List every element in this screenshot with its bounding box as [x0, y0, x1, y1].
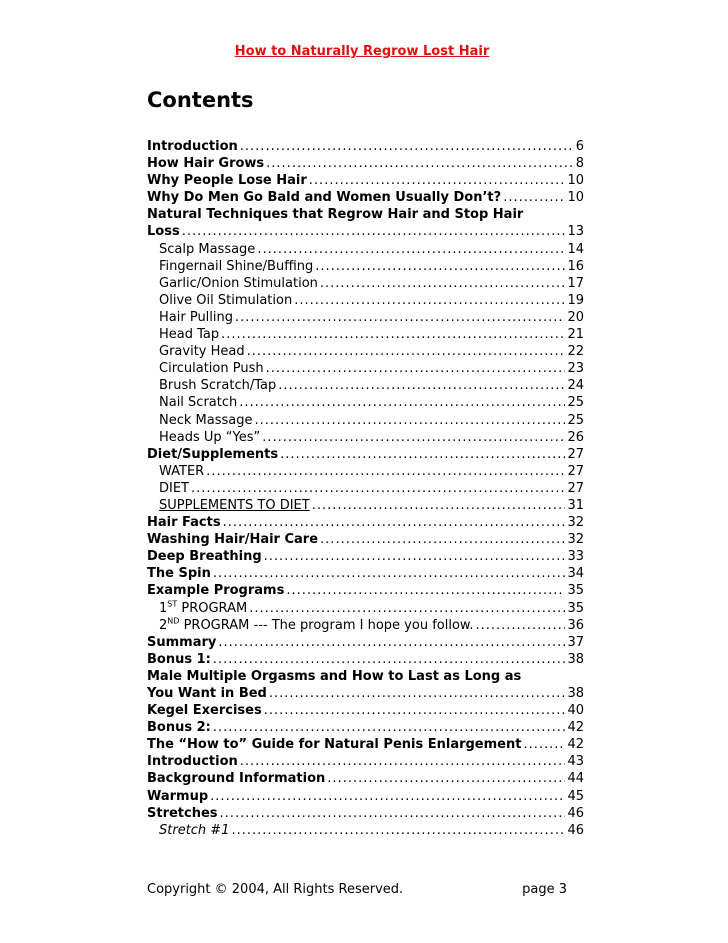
toc-entry-title: Head Tap: [159, 327, 220, 343]
toc-entry[interactable]: [147, 497, 584, 514]
toc-entry-title: Introduction: [147, 754, 238, 770]
toc-entry[interactable]: [147, 172, 584, 189]
toc-entry-title: You Want in Bed: [147, 686, 267, 701]
toc-entry-page: 27: [567, 480, 584, 496]
copyright-notice: Copyright © 2004, All Rights Reserved.: [147, 882, 404, 897]
toc-entry-title: Diet/Supplements: [147, 446, 279, 462]
toc-entry-title: Why Do Men Go Bald and Women Usually Don’t?: [147, 190, 502, 206]
toc-entry-page: 25: [567, 412, 584, 428]
toc-leader-dots: [218, 634, 565, 651]
toc-leader-dots: [235, 309, 565, 326]
toc-entry[interactable]: [147, 223, 584, 240]
toc-leader-dots: [239, 394, 565, 411]
toc-entry[interactable]: [147, 531, 584, 548]
toc-entry-title: Bonus 1:: [147, 651, 211, 667]
toc-entry-page: 21: [567, 327, 584, 343]
toc-entry[interactable]: [147, 600, 584, 617]
table-of-contents: [147, 138, 584, 839]
toc-entry-page: 6: [575, 139, 584, 154]
toc-leader-dots: [309, 172, 566, 189]
toc-entry-title: Hair Pulling: [159, 309, 234, 325]
toc-entry[interactable]: [147, 155, 584, 172]
toc-leader-dots: [247, 343, 566, 360]
toc-entry-page: 42: [567, 737, 584, 753]
toc-entry[interactable]: [147, 241, 584, 258]
toc-entry-title: The “How to” Guide for Natural Penis Enlargement: [147, 737, 522, 753]
toc-leader-dots: [254, 412, 565, 429]
toc-entry-title: Male Multiple Orgasms and How to Last as Long as: [147, 668, 522, 684]
toc-entry-title: Scalp Massage: [159, 241, 256, 257]
toc-entry-page: 27: [567, 446, 584, 462]
toc-entry[interactable]: [147, 412, 584, 429]
toc-entry-title: Loss: [147, 224, 180, 240]
toc-entry-title: Kegel Exercises: [147, 703, 262, 719]
toc-entry-title: Heads Up “Yes”: [159, 429, 261, 445]
toc-entry-page: 42: [567, 720, 584, 736]
toc-entry-title: 1ST PROGRAM: [159, 599, 248, 616]
toc-entry-title: Gravity Head: [159, 344, 245, 360]
toc-entry[interactable]: [147, 685, 584, 702]
toc-entry-page: 8: [575, 156, 584, 172]
toc-entry-page: 19: [567, 292, 584, 308]
toc-entry[interactable]: [147, 668, 584, 685]
toc-leader-dots: [240, 753, 566, 770]
toc-entry-page: 31: [567, 497, 584, 513]
toc-entry[interactable]: [147, 634, 584, 651]
toc-leader-dots: [213, 719, 566, 736]
toc-entry[interactable]: [147, 582, 584, 599]
toc-entry-page: 13: [567, 224, 584, 240]
toc-entry-page: 33: [567, 549, 584, 565]
toc-entry[interactable]: [147, 377, 584, 394]
toc-entry-page: 27: [567, 463, 584, 479]
toc-entry-title: WATER: [159, 463, 205, 479]
toc-entry-title: Garlic/Onion Stimulation: [159, 275, 318, 291]
toc-entry-page: 35: [567, 600, 584, 616]
toc-entry-page: 37: [567, 634, 584, 650]
toc-entry[interactable]: [147, 805, 584, 822]
toc-entry-page: 38: [567, 686, 584, 701]
toc-entry[interactable]: [147, 463, 584, 480]
toc-entry[interactable]: [147, 617, 584, 634]
toc-entry[interactable]: [147, 702, 584, 719]
toc-entry[interactable]: [147, 275, 584, 292]
toc-leader-dots: [220, 805, 566, 822]
toc-entry-title: How Hair Grows: [147, 156, 265, 172]
toc-leader-dots: [223, 514, 566, 531]
toc-entry-page: 25: [567, 395, 584, 411]
toc-entry-page: 14: [567, 241, 584, 257]
toc-entry-page: 43: [567, 754, 584, 770]
toc-entry-title: SUPPLEMENTS TO DIET: [159, 497, 310, 513]
toc-leader-dots: [266, 155, 574, 172]
toc-leader-dots: [264, 548, 566, 565]
toc-entry[interactable]: [147, 258, 584, 275]
toc-entry-page: 16: [567, 258, 584, 274]
toc-entry-page: 10: [567, 173, 584, 189]
toc-entry-page: 46: [567, 822, 584, 838]
toc-entry-title: Natural Techniques that Regrow Hair and Stop Hair: [147, 207, 524, 223]
toc-leader-dots: [182, 223, 566, 240]
toc-leader-dots: [294, 292, 565, 309]
toc-entry-page: 36: [567, 617, 584, 633]
toc-entry-title: Summary: [147, 634, 217, 650]
toc-entry-title: The Spin: [147, 566, 211, 582]
toc-entry-page: 38: [567, 651, 584, 667]
toc-leader-dots: [503, 189, 565, 206]
toc-entry-title: Fingernail Shine/Buffing: [159, 258, 314, 274]
toc-entry-page: 45: [567, 788, 584, 804]
toc-entry-page: 32: [567, 515, 584, 531]
toc-entry[interactable]: [147, 770, 584, 787]
toc-entry-title: Stretches: [147, 805, 218, 821]
toc-entry-title: Why People Lose Hair: [147, 173, 307, 189]
toc-entry-page: 46: [567, 805, 584, 821]
toc-leader-dots: [475, 617, 565, 634]
toc-entry-title: Hair Facts: [147, 515, 221, 531]
toc-leader-dots: [320, 531, 565, 548]
page-footer: [147, 882, 567, 897]
toc-leader-dots: [286, 582, 565, 599]
toc-entry-title: Introduction: [147, 139, 238, 154]
toc-leader-dots: [262, 429, 565, 446]
toc-entry[interactable]: [147, 394, 584, 411]
toc-leader-dots: [210, 788, 565, 805]
toc-entry-page: 10: [567, 190, 584, 206]
toc-entry-page: 17: [567, 275, 584, 291]
toc-entry[interactable]: [147, 480, 584, 497]
toc-entry-title: Olive Oil Stimulation: [159, 292, 293, 308]
toc-entry[interactable]: [147, 343, 584, 360]
toc-entry[interactable]: [147, 548, 584, 565]
toc-entry-page: 26: [567, 429, 584, 445]
toc-entry[interactable]: [147, 360, 584, 377]
toc-entry[interactable]: [147, 309, 584, 326]
toc-entry-title: Circulation Push: [159, 361, 264, 377]
toc-entry[interactable]: [147, 292, 584, 309]
toc-entry[interactable]: [147, 788, 584, 805]
toc-leader-dots: [315, 258, 565, 275]
toc-entry-title: DIET: [159, 480, 189, 496]
toc-leader-dots: [320, 275, 566, 292]
toc-entry[interactable]: [147, 719, 584, 736]
toc-entry[interactable]: [147, 429, 584, 446]
toc-entry[interactable]: [147, 822, 584, 839]
toc-leader-dots: [213, 565, 566, 582]
toc-entry[interactable]: [147, 326, 584, 343]
toc-entry-title: Deep Breathing: [147, 549, 262, 565]
toc-entry[interactable]: [147, 189, 584, 206]
toc-entry-title: Brush Scratch/Tap: [159, 378, 277, 394]
toc-leader-dots: [264, 702, 566, 719]
toc-leader-dots: [257, 241, 565, 258]
toc-entry[interactable]: [147, 514, 584, 531]
toc-entry[interactable]: [147, 651, 584, 668]
toc-entry-page: 22: [567, 344, 584, 360]
toc-leader-dots: [249, 600, 565, 617]
toc-entry-page: 23: [567, 361, 584, 377]
toc-entry-page: 20: [567, 309, 584, 325]
toc-entry[interactable]: [147, 138, 584, 155]
toc-entry-page: 35: [567, 583, 584, 599]
toc-entry-page: 44: [567, 771, 584, 787]
toc-entry-page: 34: [567, 566, 584, 582]
toc-leader-dots: [280, 446, 565, 463]
toc-leader-dots: [523, 736, 565, 753]
toc-entry-title: Example Programs: [147, 583, 285, 599]
contents-heading: Contents: [147, 88, 254, 112]
toc-entry-title: Background Information: [147, 771, 326, 787]
toc-entry[interactable]: [147, 753, 584, 770]
toc-entry-title: Nail Scratch: [159, 395, 238, 411]
toc-leader-dots: [266, 360, 566, 377]
toc-leader-dots: [327, 770, 565, 787]
toc-entry[interactable]: [147, 446, 584, 463]
toc-leader-dots: [269, 685, 566, 702]
running-header: [0, 44, 728, 59]
toc-entry-title: Bonus 2:: [147, 720, 211, 736]
toc-entry-title: Stretch #1: [159, 822, 230, 838]
toc-entry-page: 32: [567, 532, 584, 548]
header-title: How to Naturally Regrow Lost Hair: [234, 44, 490, 59]
toc-leader-dots: [221, 326, 565, 343]
toc-leader-dots: [240, 138, 574, 155]
toc-entry-title: Warmup: [147, 788, 209, 804]
toc-entry-page: 40: [567, 703, 584, 719]
toc-entry-title: Neck Massage: [159, 412, 253, 428]
page-number: page 3: [522, 882, 567, 897]
toc-entry-title: 2ND PROGRAM --- The program I hope you follow.: [159, 616, 474, 633]
toc-leader-dots: [206, 463, 565, 480]
toc-entry-title: Washing Hair/Hair Care: [147, 532, 319, 548]
toc-entry-page: 24: [567, 378, 584, 394]
toc-leader-dots: [213, 651, 566, 668]
toc-entry[interactable]: [147, 736, 584, 753]
toc-leader-dots: [231, 822, 565, 839]
toc-leader-dots: [191, 480, 565, 497]
toc-entry[interactable]: [147, 206, 584, 223]
toc-leader-dots: [312, 497, 566, 514]
toc-leader-dots: [278, 377, 565, 394]
toc-entry[interactable]: [147, 565, 584, 582]
